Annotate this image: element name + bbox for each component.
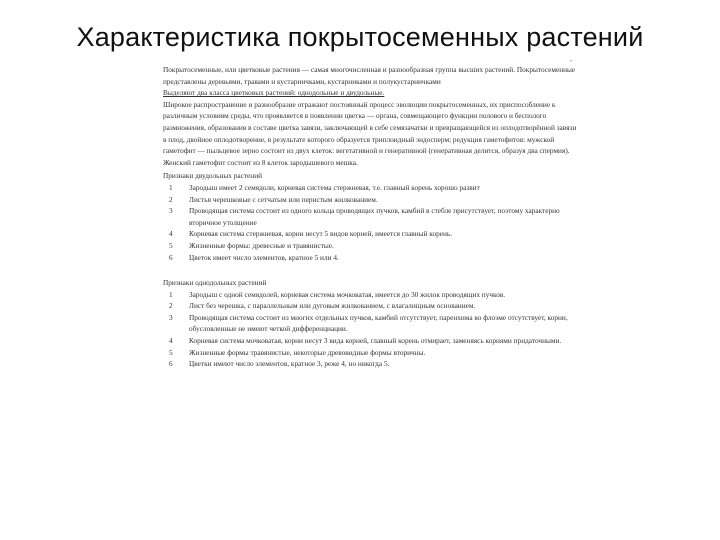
document-body — [163, 64, 577, 504]
corner-mark: - — [570, 58, 573, 65]
item-text: Корневая система мочковатая, корни несут 3 вида корней, главный корень отмирает, заменяясь корнями придаточными. — [189, 336, 562, 346]
item-text: Цветок имеет число элементов, кратное 5 или 4. — [189, 252, 339, 262]
dicots-caption: Признаки двудольных растений — [163, 171, 263, 181]
item-number: 6 — [169, 252, 173, 262]
item-text: Жизненные формы травянистые, некоторые древовидные формы вторичны. — [189, 347, 426, 357]
item-number: 1 — [169, 289, 173, 299]
item-number: 4 — [169, 229, 173, 239]
list-item — [169, 205, 577, 228]
item-number: 3 — [169, 312, 173, 322]
item-text: Листья черешковые с сетчатым или перистым жилкованием. — [189, 194, 378, 204]
list-item — [169, 312, 577, 335]
dicots-list — [169, 182, 577, 263]
list-item — [169, 335, 577, 347]
item-text: Зародыш имеет 2 семядоли, корневая система стержневая, т.е. главный корень хорошо развит — [189, 182, 480, 192]
item-text: Цветки имеют число элементов, кратное 3, реже 4, но никогда 5. — [189, 359, 390, 369]
item-text: Зародыш с одной семядолей, корневая система мочковатая, имеется до 30 жилок проводящих пучков. — [189, 289, 506, 299]
list-item — [169, 358, 577, 370]
item-number: 2 — [169, 194, 173, 204]
list-item — [169, 194, 577, 206]
list-item — [169, 228, 577, 240]
item-number: 5 — [169, 240, 173, 250]
item-number: 5 — [169, 347, 173, 357]
item-text: Корневая система стержневая, корни несут 5 видов корней, имеется главный корень. — [189, 229, 453, 239]
monocots-list — [169, 289, 577, 370]
monocots-caption: Признаки однодольных растений — [163, 278, 267, 288]
item-number: 6 — [169, 359, 173, 369]
item-text: Проводящая система состоит из одного кольца проводящих пучков, камбий в стебле присутствует, поэтому характерно вторичное утолщение — [189, 206, 560, 227]
diversity-paragraph: Широкое распространение и разнообразие отражают постоянный процесс эволюции покрытосеменных, их приспособление к различным условиям среды, что проявляется в появлении цветка — органа, совмещающего функции полового и бесполого размножения, образования в составе цветка завязи, заключающей в себе семязачатки и превращающейся из оплодотворённой завязи в плод, двойное оплодотворение, в результате которого образуется триплоидный эндосперм; редукция гаметофитов: мужской гаметофит — пыльцевое зерно состоит из двух клеток: вегетативной и генеративной (генеративная делится, образуя два спермия). Женский гаметофит состоит из 8 клеток зародышевого мешка. — [163, 99, 577, 167]
item-number: 4 — [169, 336, 173, 346]
item-text: Жизненные формы: древесные и травянистые. — [189, 240, 334, 250]
section-gap — [163, 263, 577, 275]
item-number: 1 — [169, 182, 173, 192]
list-item — [169, 347, 577, 359]
list-item — [169, 182, 577, 194]
item-text: Проводящая система состоит из многих отдельных пучков, камбий отсутствует, паренхима во флоэме отсутствует, корни, обусловленные не имеют четкой дифференциации. — [189, 312, 568, 334]
list-item — [169, 289, 577, 301]
item-number: 2 — [169, 301, 173, 311]
intro-paragraph: Покрытосеменные, или цветковые растения — самая многочисленная и разнообразная группа высших растений. Покрытосеменные представлены деревьями, травами и кустарничками, кустарниками и полукустарничками — [163, 65, 576, 86]
list-item — [169, 252, 577, 264]
list-item — [169, 240, 577, 252]
classes-line: Выделяют два класса цветковых растений: однодольные и двудольные. — [163, 88, 385, 98]
slide-title: Характеристика покрытосеменных растений — [76, 22, 644, 52]
item-text: Лист без черешка, с параллельным или дуговым жилкованием, с влагалищным основанием. — [189, 301, 476, 311]
list-item — [169, 300, 577, 312]
item-number: 3 — [169, 206, 173, 216]
